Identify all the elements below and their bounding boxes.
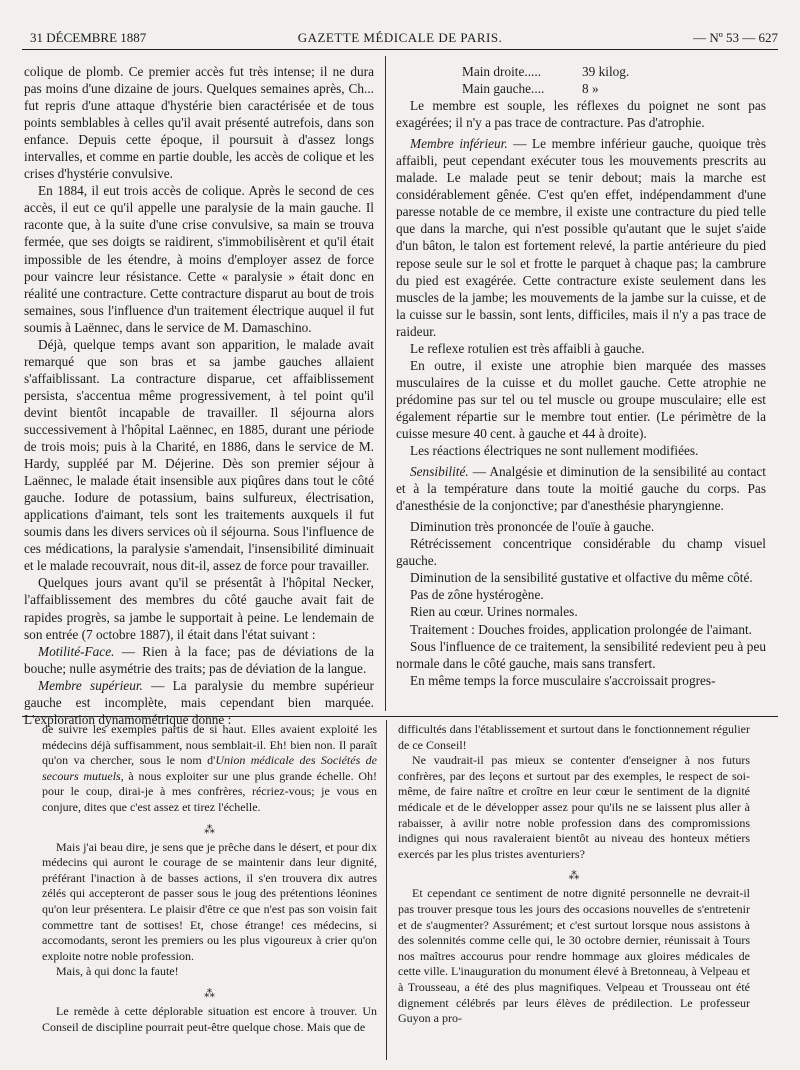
text-run: de suivre les exemples partis de si haut. Elles avaient exploité les médecins déjà suffisamment, nous semblait-il. Eh! bien non. Il paraît qu'on va chercher, sous le nom d' xyxy=(42,722,377,768)
paragraph: En 1884, il eut trois accès de colique. Après le second de ces accès, il eut ce qu'il appelle une paralysie de la main gauche. Il raconte que, à la suite d'une crise convulsive, sa main se trouva fermée, que ses doigts se raidirent, s'immobilisèrent et qu'il était impossible de les étendre, à moins d'employer assez de force pour vaincre leur résistance. Cette « paralysie » était donc en réalité une contracture. Cette contracture disparut au bout de trois semaines, sous l'influence d'un traitement électrique auquel il fut soumis à Laënnec, dans le service de M. Damaschino. xyxy=(24,183,374,335)
section-text: — La paralysie du membre supérieur gauche est incomplète, mais cependant bien marquée. L'exploration dynamométrique donne : xyxy=(24,677,374,727)
section-label: Membre supérieur. xyxy=(38,677,143,693)
strength-label: Main gauche.... xyxy=(462,81,545,97)
paragraph: Déjà, quelque temps avant son apparition, le malade avait remarqué que son bras et sa jambe gauches allaient s'affaiblissant. La contracture disparue, cet affaiblissement persista, s'accentua même progressivement, à tel point qu'il devint bientôt incapable de travailler. Il séjourna alors successivement à l'hôpital Laënnec, en 1885, durant une période de trois mois; puis à la Charité, en 1886, dans le service de M. Hardy, suppléé par M. Déjerine. Dès son premier séjour à Laënnec, le malade était insensible aux piqûres dans tout le côté gauche. Iodure de potassium, bains sulfureux, électrisation, applications d'aimant, tels sont les traitements auxquels il fut soumis dans les divers services où il séjourna. Sous l'influence de ces médications, la paralysie s'amendait, l'insensibilité diminuait et le malade recouvrait, nous dit-il, assez de force pour travailler. xyxy=(24,336,374,574)
strength-value: 8 » xyxy=(582,81,599,97)
paragraph: Diminution de la sensibilité gustative et olfactive du même côté. xyxy=(410,570,753,586)
paragraph-membre-inferieur xyxy=(396,135,766,340)
text-run: , à nous exploiter sur une plus grande échelle. Oh! pour le coup, dirai-je à mes confrères, récriez-vous; je vous en conjure, dites que c'est assez et tirez l'échelle. xyxy=(42,768,377,814)
paragraph: Ne vaudrait-il pas mieux se contenter d'enseigner à nos futurs confrères, par des leçons et surtout par des exemples, le respect de soi-même, de faire naître et croître en leur cœur le sentiment de la dignité médicale et de le développer assez pour qu'ils ne se laissent plus aller à rabaisser, à avilir notre noble profession dans des compromissions indignes qui nous ravaleraient bientôt au niveau des honteux métiers exercés par les plus tristes aventuriers? xyxy=(398,753,750,861)
paragraph: Mais, à qui donc la faute! xyxy=(56,964,179,979)
section-text: — Le membre inférieur gauche, quoique très affaibli, peut cependant exécuter tous les mouvements prescrits au malade. Le malade peut se tenir debout; mais la marche est considérablement gênée. C'est qu'en effet, indépendamment d'une paresse notable de ce membre, il existe une contracture du pied telle que dans la marche, qui n'est possible qu'autant que le sujet s'aide d'un bâton, le talon est fortement relevé, la partie antérieure du pied repose seule sur le sol et frotte le parquet à chaque pas; la cambrure du pied est exagérée. Cette contracture existe seulement dans les muscles de la jambe; les mouvements de la jambe sur la cuisse, et de la cuisse sur le bassin, sont lents, difficiles, mais il n'y a pas trace de raideur. xyxy=(396,136,766,339)
strength-value: 39 kilog. xyxy=(582,64,630,79)
header-date: 31 DÉCEMBRE 1887 xyxy=(30,30,147,45)
paragraph: En outre, il existe une atrophie bien marquée des masses musculaires de la cuisse et du mollet gauche. Cette atrophie ne prédomine pas sur tel ou tel muscle ou groupe musculaire; elle est également répartie sur le membre tout entier. (Le périmètre de la cuisse mesure 40 cent. à gauche et 44 à droite). xyxy=(396,357,766,441)
asterism: ⁂ xyxy=(204,823,215,836)
column-bottom-right xyxy=(398,722,750,1057)
paragraph: Rétrécissement concentrique considérable du champ visuel gauche. xyxy=(396,536,766,569)
column-top-right xyxy=(396,63,766,713)
section-label: Sensibilité. xyxy=(410,464,469,480)
paragraph: Et cependant ce sentiment de notre dignité personnelle ne devrait-il pas trouver presque tous les jours des occasions nouvelles de s'entretenir et de s'augmenter? Assurément; et c'est surtout lorsque nous assistons à des solennités comme celle qui, le 30 octobre dernier, réunissait à Tours nos maîtres accourus pour rendre hommage aux gloires médicales de cette ville. L'inauguration du monument élevé à Bretonneau, à Velpeau et à Trousseau, a été des plus magnifiques. Velpeau et Trousseau ont été dignement célébrés par leurs élèves de prédilection. Le professeur Guyon a pro- xyxy=(398,886,750,1026)
paragraph: Le reflexe rotulien est très affaibli à gauche. xyxy=(410,340,645,356)
section-text: — Rien à la face; pas de déviations de la bouche; nulle asymétrie des traits; pas de déviation de la langue. xyxy=(24,643,374,676)
paragraph: Le remède à cette déplorable situation est encore à trouver. Un Conseil de discipline pourrait peut-être quelque chose. Mais que de xyxy=(42,1003,377,1034)
paragraph: difficultés dans l'établissement et surtout dans le fonctionnement régulier de ce Conseil! xyxy=(398,722,750,752)
strength-row xyxy=(396,63,766,80)
paragraph: Rien au cœur. Urines normales. xyxy=(410,604,578,620)
paragraph: Le membre est souple, les réflexes du poignet ne sont pas exagérées; il n'y a pas trace de contracture. Pas d'atrophie. xyxy=(396,98,766,131)
column-divider xyxy=(386,720,387,1060)
italic-run: Union médicale des Sociétés de secours mutuels xyxy=(42,753,377,783)
asterism: ⁂ xyxy=(568,870,580,883)
paragraph: Quelques jours avant qu'il se présentât à l'hôpital Necker, l'affaiblissement des membres du côté gauche avait fait de rapides progrès, sa jambe le supportait à peine. Le lendemain de son entrée (7 octobre 1887), il était dans l'état suivant : xyxy=(24,575,374,642)
section-rule xyxy=(22,716,778,717)
paragraph: Traitement : Douches froides, application prolongée de l'aimant. xyxy=(410,621,752,637)
section-label: Motilité-Face. xyxy=(38,643,115,659)
strength-row xyxy=(396,80,766,97)
paragraph: Diminution très prononcée de l'ouïe à gauche. xyxy=(410,519,655,535)
paragraph-membre-superieur xyxy=(24,677,374,728)
paragraph: Les réactions électriques ne sont nullement modifiées. xyxy=(410,443,699,459)
paragraph: colique de plomb. Ce premier accès fut très intense; il ne dura pas moins d'une dizaine de jours. Quelques semaines après, Ch... fut repris d'une attaque d'hystérie bien caractérisée et de tous points semblables à celles qu'il avait présenté autrefois, dans son enfance. Depuis cette époque, il poursuit à d'assez longs intervalles, et comme en partie double, les accès de colique et les crises d'hystérie convulsive. xyxy=(24,64,374,182)
strength-label: Main droite..... xyxy=(462,64,542,79)
section-label: Membre inférieur. xyxy=(410,136,508,152)
paragraph: Mais j'ai beau dire, je sens que je prêche dans le désert, et pour dix médecins qui auront le courage de se maintenir dans leur dignité, préférant l'inaction à de basses actions, il s'en trouvera dix autres zélés qui accepteront de passer sous le joug des prétentions léonines qu'on leur présentera. Le plaisir d'être ce que n'est pas son voisin fait commettre tant de sottises! Et, chose étrange! ces médecins, si accomodants, seront les premiers ou les plus vigoureux à crier qu'on exploite notre noble profession. xyxy=(42,839,377,963)
paragraph-motilite xyxy=(24,643,374,677)
paragraph xyxy=(42,722,377,816)
header-rule xyxy=(22,49,778,50)
column-top-left xyxy=(24,63,374,727)
column-bottom-left xyxy=(42,722,377,1057)
paragraph: Pas de zône hystérogène. xyxy=(410,587,544,603)
column-divider xyxy=(385,56,386,711)
header-page-number: — Nº 53 — 627 xyxy=(693,30,778,45)
newspaper-page xyxy=(22,0,778,1070)
header-title: GAZETTE MÉDICALE DE PARIS. xyxy=(297,30,503,45)
paragraph-sensibilite xyxy=(396,463,766,514)
paragraph: En même temps la force musculaire s'accroissait progres- xyxy=(410,672,716,688)
paragraph: Sous l'influence de ce traitement, la sensibilité redevient peu à peu normale dans le côté gauche, mais sans transfert. xyxy=(396,638,766,671)
section-text: — Analgésie et diminution de la sensibilité au contact et à la température dans toute la moitié gauche du corps. Pas d'anesthésie de la conjonctive; par d'anesthésie pharyngienne. xyxy=(396,464,766,514)
asterism: ⁂ xyxy=(204,987,215,1000)
page-header xyxy=(22,30,778,48)
